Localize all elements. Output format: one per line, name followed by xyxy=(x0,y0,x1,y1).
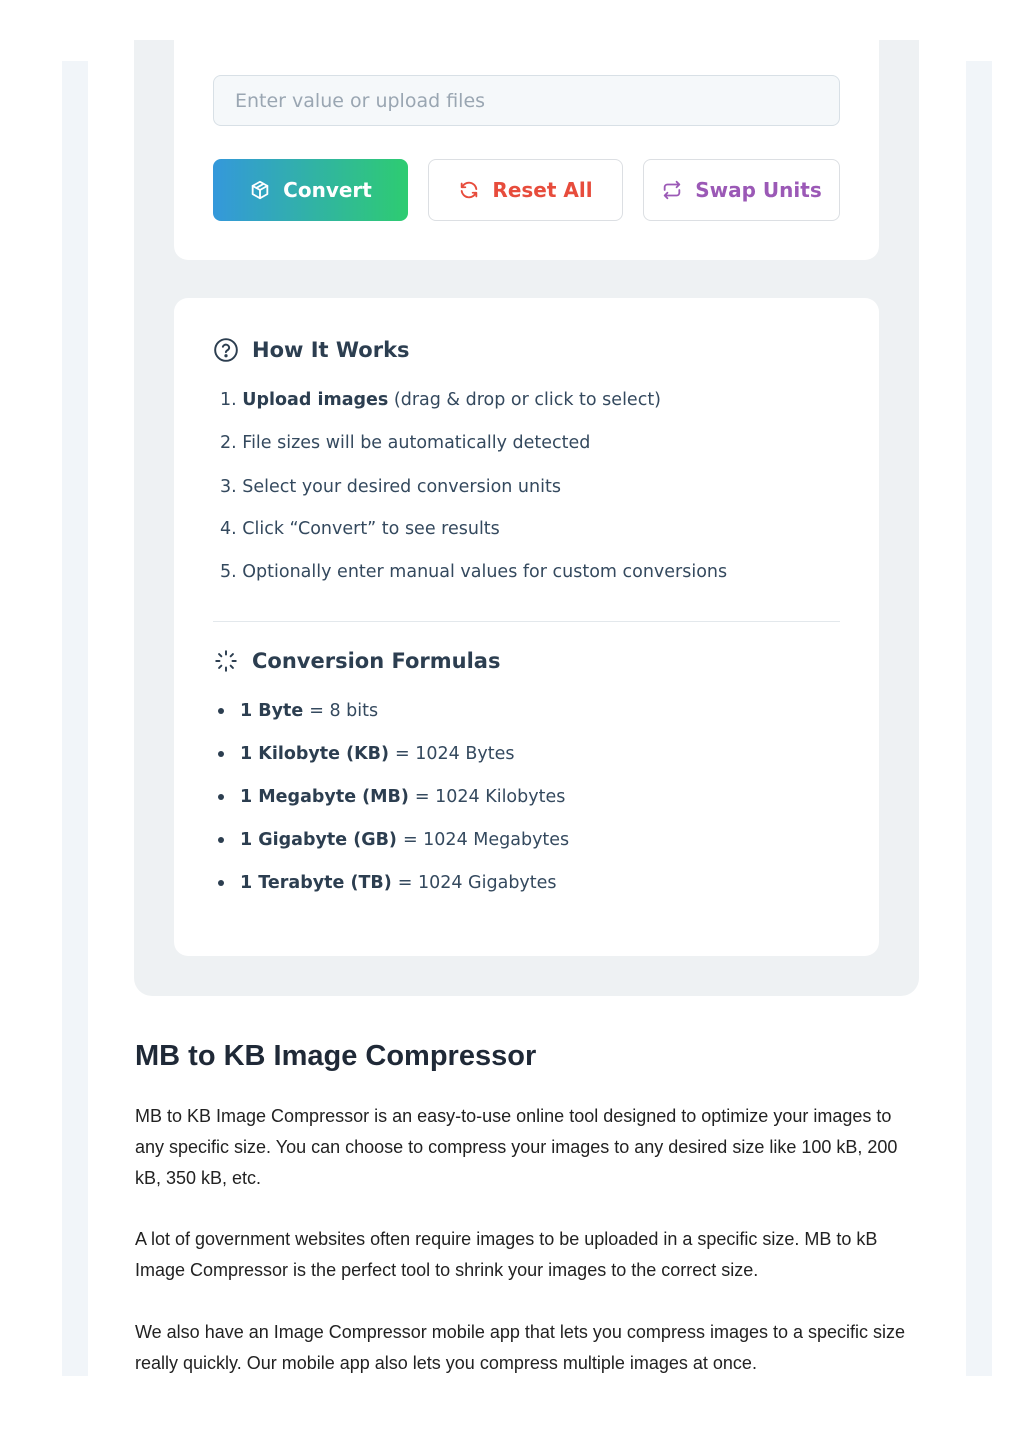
step-item xyxy=(220,562,727,582)
step-number: 1. xyxy=(220,390,237,410)
formulas-title: Conversion Formulas xyxy=(252,649,501,673)
reset-label: Reset All xyxy=(492,178,593,202)
step-item xyxy=(220,390,661,410)
formula-item xyxy=(218,744,514,764)
step-number: 4. xyxy=(220,519,237,539)
box-icon xyxy=(249,179,271,201)
formula-unit: 1 Megabyte (MB) xyxy=(240,787,409,807)
formula-value: = 1024 Gigabytes xyxy=(397,873,557,893)
article-title: MB to KB Image Compressor xyxy=(135,1040,537,1072)
formula-value: = 1024 Megabytes xyxy=(402,830,570,850)
article-paragraph: A lot of government websites often require images to be uploaded in a specific size. MB to kB Image Compressor is the perfect tool to shrink your images to the correct size. xyxy=(135,1229,878,1280)
step-item xyxy=(220,519,500,539)
refresh-icon xyxy=(458,179,480,201)
step-text: (drag & drop or click to select) xyxy=(388,390,662,410)
step-text: Click “Convert” to see results xyxy=(242,519,500,539)
step-item xyxy=(220,433,590,453)
step-item xyxy=(220,477,561,497)
formula-item xyxy=(218,701,378,721)
bullet-icon xyxy=(218,837,224,843)
left-gutter xyxy=(62,61,88,1376)
swap-arrows-icon xyxy=(661,179,683,201)
formula-unit: 1 Kilobyte (KB) xyxy=(240,744,390,764)
formula-item xyxy=(218,830,569,850)
bullet-icon xyxy=(218,880,224,886)
article-paragraph: We also have an Image Compressor mobile app that lets you compress images to a specific size really quickly. Our mobile app also lets you compress multiple images at once. xyxy=(135,1322,906,1373)
formula-value: = 1024 Kilobytes xyxy=(414,787,566,807)
loader-icon xyxy=(213,648,239,674)
formula-item xyxy=(218,873,557,893)
formula-value: = 8 bits xyxy=(309,701,379,721)
formula-item xyxy=(218,787,565,807)
formula-value: = 1024 Bytes xyxy=(395,744,515,764)
step-number: 3. xyxy=(220,477,237,497)
section-divider xyxy=(213,621,840,622)
step-bold: Upload images xyxy=(242,390,389,410)
step-number: 2. xyxy=(220,433,237,453)
reset-all-button[interactable] xyxy=(428,159,623,221)
swap-label: Swap Units xyxy=(695,178,822,202)
bullet-icon xyxy=(218,751,224,757)
bullet-icon xyxy=(218,794,224,800)
step-number: 5. xyxy=(220,562,237,582)
swap-units-button[interactable] xyxy=(643,159,840,221)
article-paragraph: MB to KB Image Compressor is an easy-to-use online tool designed to optimize your images to any specific size. You can choose to compress your images to any desired size like 100 kB, 200 kB, 350 kB, etc. xyxy=(135,1106,898,1188)
converter-card xyxy=(174,40,879,260)
value-input[interactable] xyxy=(213,75,840,126)
convert-button[interactable] xyxy=(213,159,408,221)
step-text: Optionally enter manual values for custom conversions xyxy=(242,562,728,582)
question-circle-icon xyxy=(213,337,239,363)
formula-unit: 1 Terabyte (TB) xyxy=(240,873,392,893)
right-gutter xyxy=(966,61,992,1376)
bullet-icon xyxy=(218,708,224,714)
convert-label: Convert xyxy=(283,178,372,202)
formula-unit: 1 Byte xyxy=(240,701,304,721)
step-text: Select your desired conversion units xyxy=(242,477,561,497)
formulas-heading xyxy=(213,648,500,674)
step-text: File sizes will be automatically detected xyxy=(242,433,591,453)
how-it-works-title: How It Works xyxy=(252,338,410,362)
how-it-works-heading xyxy=(213,337,410,363)
formula-unit: 1 Gigabyte (GB) xyxy=(240,830,397,850)
